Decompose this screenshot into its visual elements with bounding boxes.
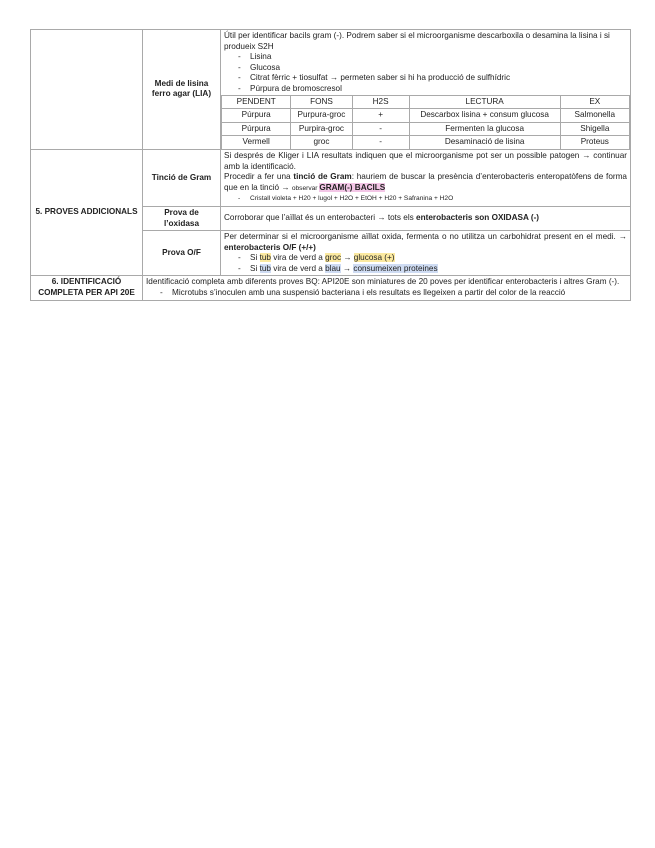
gram-p1: Si després de Kliger i LIA resultats indiquen que el microorganisme pot ser un possible patogen → continuar amb la identificació.: [224, 150, 627, 171]
text-run: Si: [250, 253, 260, 263]
lia-results-table: [221, 95, 630, 150]
text-run: Per determinar si el microorganisme aïllat oxida, fermenta o no utilitza un carbohidrat present en el medi. →: [224, 232, 627, 242]
section5-title: 5. PROVES ADDICIONALS: [31, 149, 143, 276]
table-cell: Purpura-groc: [291, 109, 352, 123]
table-cell: Vermell: [222, 136, 291, 150]
api20e-content: [143, 276, 631, 300]
table-cell: Descarbox lisina + consum glucosa: [409, 109, 560, 123]
header-cell: LECTURA: [409, 95, 560, 109]
api20e-text: Identificació completa amb diferents proves BQ: API20E son miniatures de 20 poves per identificar enterobacteris i altres Gram (-).: [146, 277, 620, 287]
text-run: vira de verd a: [270, 253, 326, 263]
lia-table-header: [222, 95, 630, 109]
of-content: [221, 231, 631, 276]
reagents-bullet: - Cristall violeta + H20 + lugol + H2O + EtOH + H20 + Safranina + H2O: [238, 194, 627, 205]
highlight-blue: blau: [325, 263, 341, 273]
highlight-blue: consumeixen proteines: [353, 263, 438, 273]
lia-row: [31, 30, 631, 150]
text-run: →: [340, 263, 354, 273]
of-bullet: [238, 253, 627, 264]
of-bullet: [238, 264, 627, 275]
lia-intro: Útil per identificar bacils gram (-). Podrem saber si el microorganisme descarboxila o desamina la lisina i si produeix S2H: [224, 31, 610, 51]
gram-reagents: [224, 194, 627, 205]
text-run: Si: [250, 263, 260, 273]
table-cell: Púrpura: [222, 122, 291, 136]
lia-bullets: [224, 52, 627, 94]
table-cell: -: [352, 122, 409, 136]
of-bullets: [224, 253, 627, 274]
table-cell: +: [352, 109, 409, 123]
table-cell: Desaminació de lisina: [409, 136, 560, 150]
text-run: Corroborar que l’aïllat és un enterobacteri → tots els: [224, 213, 417, 223]
gram-row: [31, 149, 631, 206]
gram-p2: [224, 172, 627, 194]
gram-highlight: GRAM(-) BACILS: [319, 182, 386, 192]
lia-bullet: - Citrat fèrric + tiosulfat → permeten saber si hi ha producció de sulfhídric: [238, 73, 627, 84]
gram-content: [221, 149, 631, 206]
lia-bullet: - Púrpura de bromoscresol: [238, 84, 627, 95]
table-cell: Salmonella: [560, 109, 629, 123]
lia-label: Medi de lisina ferro agar (LIA): [143, 30, 221, 150]
table-cell: Fermenten la glucosa: [409, 122, 560, 136]
text-run: : hauriem de buscar la presència d’enterobacteris enteropatòfens de forma que en la tinció →: [224, 172, 627, 192]
text-run: Procedir a fer una: [224, 172, 294, 182]
document-table: [30, 29, 631, 301]
lia-bullet: - Lisina: [238, 52, 627, 63]
text-run-bold: enterobacteris O/F (+/+): [224, 242, 316, 252]
header-cell: EX: [560, 95, 629, 109]
text-run-bold: enterobacteris son OXIDASA (-): [416, 213, 540, 223]
section6-title: 6. IDENTIFICACIÓ COMPLETA PER API 20E: [31, 276, 143, 300]
text-run-bold: tinció de Gram: [293, 172, 352, 182]
highlight-yellow: glucosa (+): [353, 253, 395, 263]
of-label: Prova O/F: [143, 231, 221, 276]
table-cell: -: [352, 136, 409, 150]
table-cell: Purpira-groc: [291, 122, 352, 136]
table-cell: groc: [291, 136, 352, 150]
highlight-blue: tub: [259, 263, 271, 273]
of-text: [224, 232, 627, 253]
header-cell: H2S: [352, 95, 409, 109]
section-cell-empty: [31, 30, 143, 150]
table-cell: Proteus: [560, 136, 629, 150]
oxidasa-content: [221, 206, 631, 230]
gram-label: Tinció de Gram: [143, 149, 221, 206]
highlight-yellow: tub: [259, 253, 271, 263]
text-run-small: observar: [291, 184, 320, 192]
oxidasa-label: Prova de l’oxidasa: [143, 206, 221, 230]
api20e-row: [31, 276, 631, 300]
highlight-yellow: groc: [325, 253, 342, 263]
lia-bullet: - Glucosa: [238, 63, 627, 74]
text-run: vira de verd a: [270, 263, 326, 273]
text-run: →: [341, 253, 354, 263]
api20e-bullet: - Microtubs s’inoculen amb una suspensió bacteriana i els resultats es llegeixen a partir del color de la reacció: [160, 288, 627, 299]
api20e-bullets: [146, 288, 627, 299]
lia-content: [221, 30, 631, 150]
table-cell: Púrpura: [222, 109, 291, 123]
header-cell: PENDENT: [222, 95, 291, 109]
header-cell: FONS: [291, 95, 352, 109]
table-row: [222, 109, 630, 123]
table-row: [222, 136, 630, 150]
table-cell: Shigella: [560, 122, 629, 136]
table-row: [222, 122, 630, 136]
